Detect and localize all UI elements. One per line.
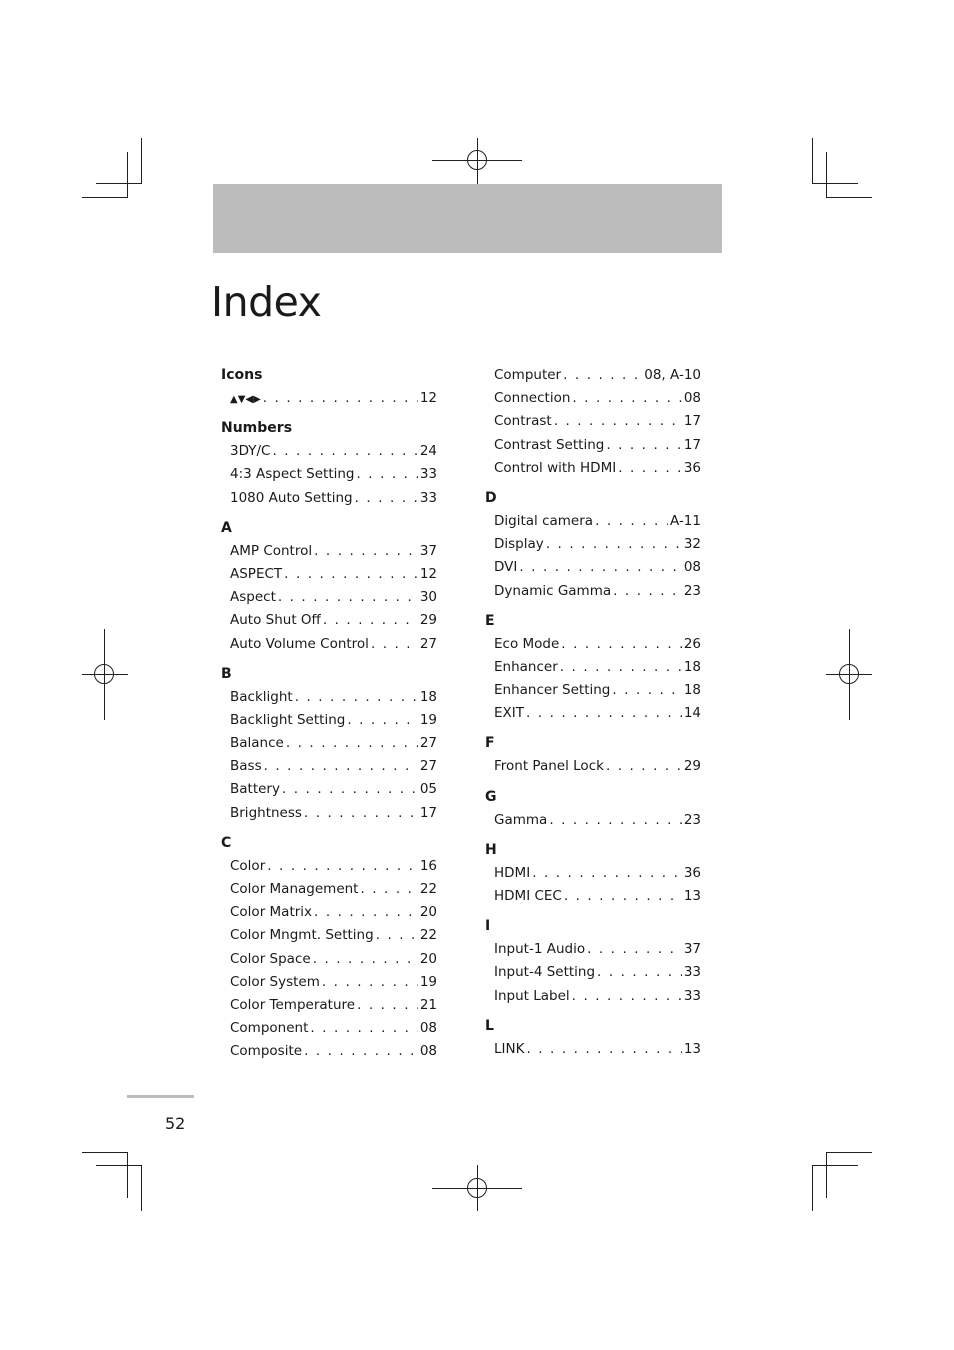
section-heading-f: F <box>485 735 495 752</box>
page-reference: A-11 <box>670 512 701 529</box>
dot-leader <box>561 633 682 656</box>
page-reference: 18 <box>683 682 701 699</box>
index-term: Color <box>230 857 266 874</box>
dot-leader <box>595 510 668 533</box>
index-term: Front Panel Lock <box>494 758 604 775</box>
index-term: HDMI CEC <box>494 888 562 904</box>
dot-leader <box>376 924 418 947</box>
index-term: Enhancer Setting <box>494 682 611 699</box>
section-heading-a: A <box>221 519 232 536</box>
index-entry-digital-camera <box>485 510 701 533</box>
index-term: Input-4 Setting <box>494 964 596 981</box>
page-reference: 29 <box>419 612 437 629</box>
index-entry-color-management <box>221 878 437 901</box>
dot-leader <box>613 580 682 603</box>
page-reference: 36 <box>683 459 701 476</box>
crop-mark-top-right <box>812 138 813 184</box>
page-reference: 16 <box>419 857 437 874</box>
page-reference: 05 <box>419 781 437 798</box>
section-gap <box>485 603 701 610</box>
dot-leader <box>314 540 418 563</box>
section-heading-d: D <box>485 489 497 506</box>
page-reference: 17 <box>683 413 701 430</box>
dot-leader <box>564 885 682 908</box>
index-entry-gamma <box>485 809 701 832</box>
dot-leader <box>284 563 418 586</box>
index-entry-battery <box>221 778 437 801</box>
index-term: Contrast Setting <box>494 436 605 453</box>
section-heading-b: B <box>221 665 232 682</box>
crop-mark-top-right <box>812 183 858 184</box>
index-term: Eco Mode <box>494 635 560 652</box>
crop-mark-bottom-right <box>812 1165 813 1211</box>
crop-mark-top-left <box>82 197 128 198</box>
section-gap <box>221 825 437 832</box>
index-term: Gamma <box>494 811 548 828</box>
section-heading-numbers: Numbers <box>221 420 293 437</box>
index-entry-1080-auto-setting <box>221 487 437 510</box>
section-heading-i: I <box>485 918 491 935</box>
dot-leader <box>526 702 682 725</box>
dot-leader <box>304 1040 418 1063</box>
page-reference: 24 <box>419 443 437 460</box>
index-entry-brightness <box>221 802 437 825</box>
section-gap <box>485 779 701 786</box>
crop-mark-top-left <box>96 183 142 184</box>
index-entry-color-temperature <box>221 994 437 1017</box>
crop-mark-bottom-left <box>127 1152 128 1198</box>
registration-circle-right <box>839 664 859 684</box>
dot-leader <box>286 732 418 755</box>
dot-leader <box>560 656 682 679</box>
section-gap <box>221 510 437 517</box>
dot-leader <box>272 440 417 463</box>
section-heading-icons: Icons <box>221 367 263 383</box>
page-reference: 13 <box>683 1040 701 1057</box>
index-column-left <box>221 364 437 1064</box>
index-term: Dynamic Gamma <box>494 582 612 599</box>
page-reference: 29 <box>683 758 701 775</box>
dot-leader <box>357 463 418 486</box>
crop-mark-bottom-left <box>141 1165 142 1211</box>
index-term: Contrast <box>494 413 552 430</box>
crop-mark-top-right <box>826 197 872 198</box>
dot-leader <box>519 556 681 579</box>
index-entry-balance <box>221 732 437 755</box>
index-entry-aspect <box>221 586 437 609</box>
index-term: Digital camera <box>494 512 594 529</box>
index-entry-composite <box>221 1040 437 1063</box>
dot-leader <box>295 686 418 709</box>
index-term: Composite <box>230 1043 303 1060</box>
header-band <box>213 184 722 253</box>
page-reference: 37 <box>683 941 701 958</box>
index-term: Color System <box>230 973 320 990</box>
index-term: Brightness <box>230 804 302 821</box>
index-entry-contrast <box>485 410 701 433</box>
crop-mark-bottom-right <box>826 1152 827 1198</box>
index-entry-component <box>221 1017 437 1040</box>
page-reference: 18 <box>419 688 437 705</box>
index-entry-hdmi-cec <box>485 885 701 908</box>
index-term: Backlight Setting <box>230 711 346 728</box>
page-reference: 17 <box>419 804 437 821</box>
index-term: Connection <box>494 390 571 407</box>
index-entry-exit <box>485 702 701 725</box>
dot-leader <box>314 901 418 924</box>
dot-leader <box>282 778 418 801</box>
dot-leader <box>323 609 418 632</box>
index-term: Bass <box>230 758 262 775</box>
crop-mark-top-right <box>826 152 827 198</box>
page-reference: 21 <box>419 996 437 1013</box>
page-reference: 26 <box>683 635 701 652</box>
page-reference: 08, A-10 <box>644 367 701 383</box>
index-entry-computer <box>485 364 701 387</box>
section-heading-c: C <box>221 834 232 851</box>
index-term: Balance <box>230 735 284 752</box>
dot-leader <box>310 1017 417 1040</box>
dot-leader <box>371 633 418 656</box>
index-entry-backlight-setting <box>221 709 437 732</box>
index-entry-amp-control <box>221 540 437 563</box>
index-entry-color <box>221 855 437 878</box>
section-gap <box>485 832 701 839</box>
dot-leader <box>313 948 418 971</box>
dot-leader <box>606 755 682 778</box>
page-reference: 20 <box>419 904 437 921</box>
dot-leader <box>526 1038 681 1061</box>
index-term: Control with HDMI <box>494 459 617 476</box>
index-entry-input-1-audio <box>485 938 701 961</box>
page-reference: 33 <box>419 466 437 483</box>
index-term: Aspect <box>230 589 276 606</box>
index-entry-connection <box>485 387 701 410</box>
index-entry-eco-mode <box>485 633 701 656</box>
page-reference: 08 <box>683 390 701 407</box>
crop-mark-bottom-right <box>812 1165 858 1166</box>
index-entry-control-with-hdmi <box>485 457 701 480</box>
dot-leader <box>347 709 417 732</box>
index-entry-3dy-c <box>221 440 437 463</box>
section-heading-g: G <box>485 788 497 805</box>
index-entry-bass <box>221 755 437 778</box>
page-reference: 17 <box>683 436 701 453</box>
section-gap <box>221 656 437 663</box>
index-term: AMP Control <box>230 542 313 559</box>
page-reference: 13 <box>683 888 701 904</box>
index-entry-contrast-setting <box>485 434 701 457</box>
index-term: Color Management <box>230 881 359 897</box>
page-reference: 27 <box>419 758 437 775</box>
index-entry-color-space <box>221 948 437 971</box>
dot-leader <box>618 457 682 480</box>
page-reference: 23 <box>683 582 701 599</box>
page-reference: 18 <box>683 658 701 675</box>
page-reference: 23 <box>683 811 701 828</box>
page-reference: 33 <box>683 987 701 1004</box>
section-gap <box>485 480 701 487</box>
dot-leader <box>549 809 682 832</box>
index-term: Color Mngmt. Setting <box>230 927 374 944</box>
index-term: Auto Shut Off <box>230 612 321 629</box>
index-term: 1080 Auto Setting <box>230 489 353 506</box>
dot-leader <box>546 533 682 556</box>
dot-leader <box>322 971 418 994</box>
section-gap <box>485 1008 701 1015</box>
dot-leader <box>597 961 682 984</box>
dot-leader <box>587 938 682 961</box>
page-reference: 08 <box>419 1043 437 1060</box>
index-entry-color-mngmt-setting <box>221 924 437 947</box>
page-reference: 08 <box>683 559 701 576</box>
index-entry-4-3-aspect-setting <box>221 463 437 486</box>
index-term: LINK <box>494 1040 525 1057</box>
page-reference: 30 <box>419 589 437 606</box>
page-reference: 33 <box>419 489 437 506</box>
index-term: Auto Volume Control <box>230 635 369 652</box>
dot-leader <box>304 802 418 825</box>
crop-mark-top-left <box>127 152 128 198</box>
crop-mark-bottom-right <box>826 1152 872 1153</box>
page-reference: 27 <box>419 635 437 652</box>
dot-leader <box>355 487 418 510</box>
index-term: DVI <box>494 559 518 576</box>
registration-circle-left <box>94 664 114 684</box>
page-reference: 12 <box>419 565 437 582</box>
index-entry-link <box>485 1038 701 1061</box>
registration-circle-bottom <box>467 1178 487 1198</box>
page-reference: 33 <box>683 964 701 981</box>
index-term: Display <box>494 536 544 553</box>
index-entry-auto-volume-control <box>221 633 437 656</box>
index-term: EXIT <box>494 705 525 722</box>
page-reference: 19 <box>419 973 437 990</box>
dot-leader <box>572 985 682 1008</box>
crop-mark-bottom-left <box>96 1165 142 1166</box>
section-gap <box>221 410 437 417</box>
dot-leader <box>612 679 681 702</box>
section-heading-e: E <box>485 612 495 629</box>
page-reference: 14 <box>683 705 701 722</box>
dot-leader <box>532 862 682 885</box>
page-title: Index <box>211 278 322 326</box>
index-entry-enhancer-setting <box>485 679 701 702</box>
page-reference: 20 <box>419 950 437 967</box>
index-term: ASPECT <box>230 565 283 582</box>
index-term: 4:3 Aspect Setting <box>230 466 355 483</box>
page-reference: 37 <box>419 542 437 559</box>
dot-leader <box>606 434 681 457</box>
index-entry-hdmi <box>485 862 701 885</box>
index-term: Component <box>230 1020 309 1037</box>
index-term: Battery <box>230 781 280 798</box>
page-reference: 19 <box>419 711 437 728</box>
index-entry-input-label <box>485 985 701 1008</box>
dot-leader <box>563 364 642 387</box>
index-entry-aspect <box>221 563 437 586</box>
index-entry-enhancer <box>485 656 701 679</box>
index-entry-color-system <box>221 971 437 994</box>
index-entry-display <box>485 533 701 556</box>
index-entry-front-panel-lock <box>485 755 701 778</box>
index-entry-input-4-setting <box>485 961 701 984</box>
page-reference: 22 <box>419 927 437 944</box>
dot-leader <box>357 994 418 1017</box>
index-entry-backlight <box>221 686 437 709</box>
index-term: Input Label <box>494 987 570 1004</box>
index-entry-symbols <box>221 387 437 410</box>
index-term: HDMI <box>494 864 531 881</box>
section-heading-l: L <box>485 1017 494 1034</box>
section-heading-h: H <box>485 841 497 858</box>
arrow-icons: ▲▼◀▶ <box>230 394 261 405</box>
page-reference: 36 <box>683 864 701 881</box>
index-entry-color-matrix <box>221 901 437 924</box>
page-reference: 12 <box>419 390 437 406</box>
section-gap <box>485 725 701 732</box>
index-term: Backlight <box>230 688 293 705</box>
dot-leader <box>360 878 417 901</box>
page-reference: 08 <box>419 1020 437 1037</box>
dot-leader <box>572 387 681 410</box>
dot-leader <box>554 410 682 433</box>
index-entry-dynamic-gamma <box>485 580 701 603</box>
page-reference: 22 <box>419 881 437 897</box>
crop-mark-top-left <box>141 138 142 184</box>
index-term: 3DY/C <box>230 443 271 460</box>
index-term: Input-1 Audio <box>494 941 586 958</box>
index-column-right <box>485 364 701 1061</box>
index-entry-auto-shut-off <box>221 609 437 632</box>
page-number: 52 <box>165 1114 186 1133</box>
index-term: Enhancer <box>494 658 558 675</box>
dot-leader <box>278 586 418 609</box>
section-gap <box>485 908 701 915</box>
index-term: Color Space <box>230 950 311 967</box>
index-term: Color Matrix <box>230 904 313 921</box>
dot-leader <box>264 755 418 778</box>
page-reference: 32 <box>683 536 701 553</box>
page-reference: 27 <box>419 735 437 752</box>
dot-leader <box>263 387 418 410</box>
footer-rule <box>127 1095 194 1098</box>
registration-circle-top <box>467 150 487 170</box>
index-term: Color Temperature <box>230 996 356 1013</box>
index-term: Computer <box>494 367 562 383</box>
index-entry-dvi <box>485 556 701 579</box>
dot-leader <box>267 855 418 878</box>
crop-mark-bottom-left <box>82 1152 128 1153</box>
